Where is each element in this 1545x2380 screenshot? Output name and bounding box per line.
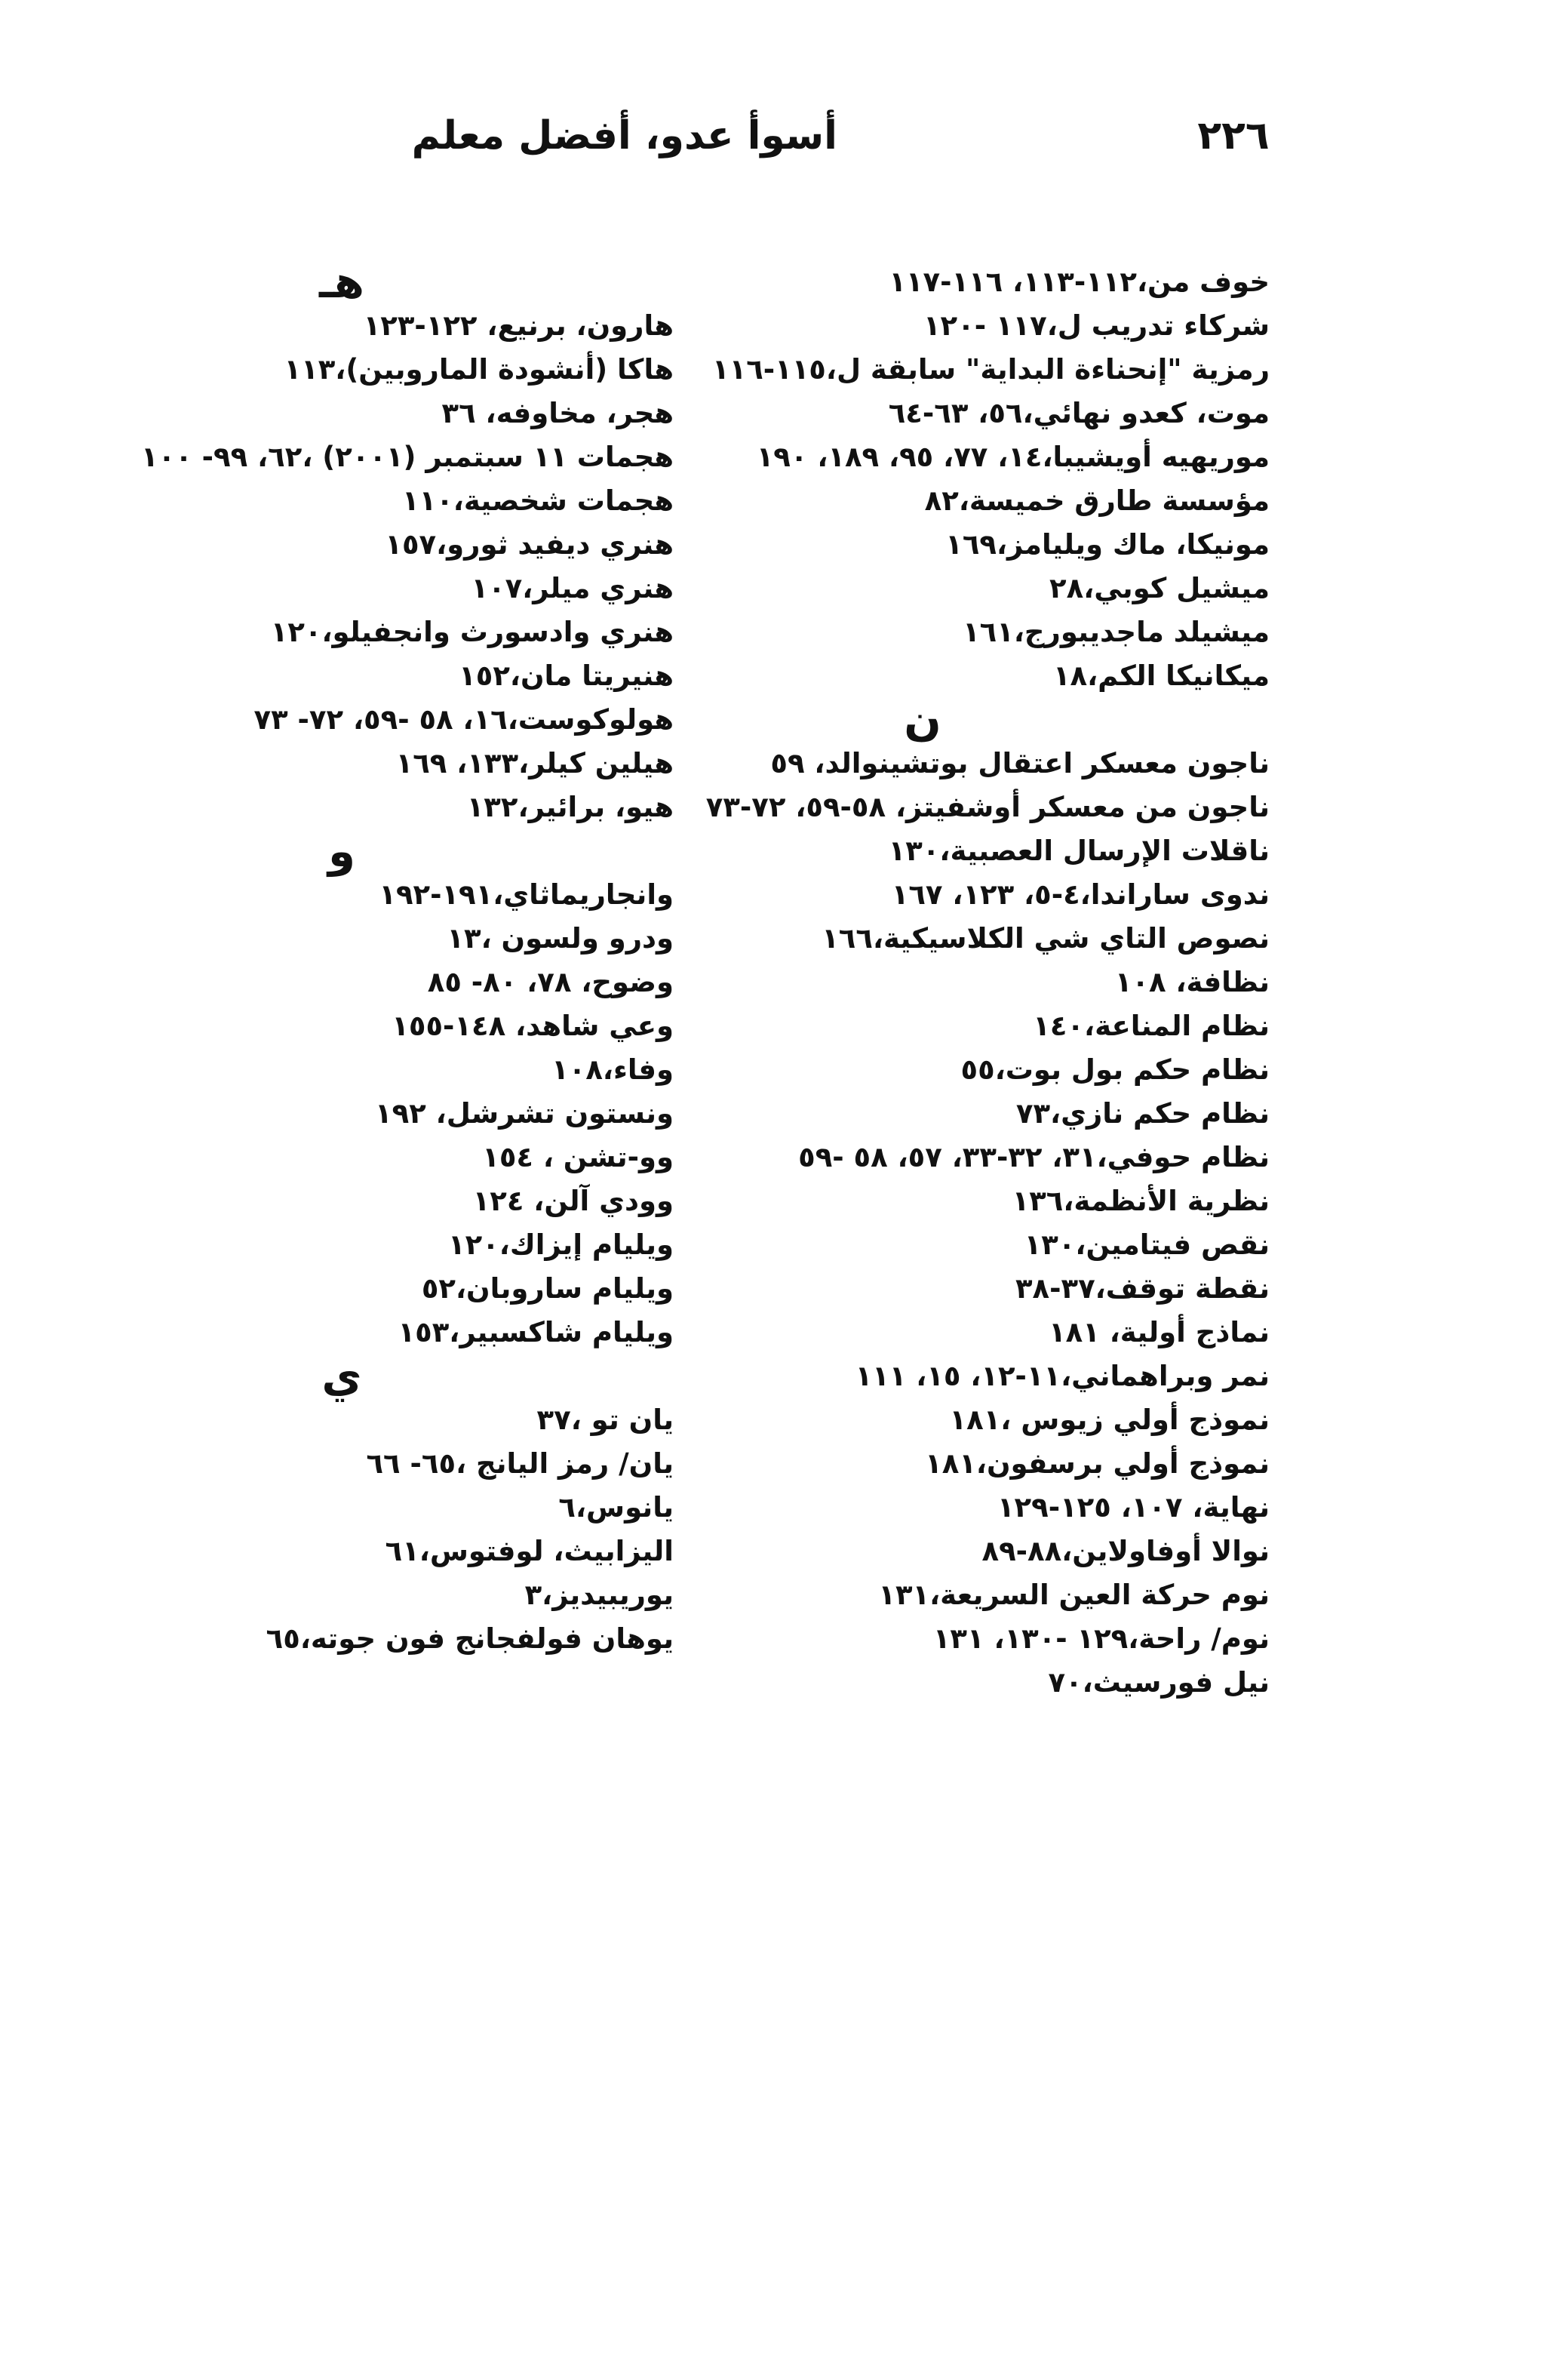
index-entry: نهاية، ١٠٧، ١٢٥-١٢٩ [997,1491,1270,1524]
index-entry: هارون، برنيع، ١٢٢-١٢٣ [363,309,674,342]
index-entry: يان تو ،٣٧ [536,1404,674,1436]
index-entry: يانوس،٦ [558,1491,674,1524]
index-entry: ونستون تشرشل، ١٩٢ [375,1097,674,1130]
index-entry: ميشيلد ماجديبورج،١٦١ [963,616,1270,648]
page-number: ٢٢٦ [1197,113,1270,158]
index-entry: خوف من،١١٢-١١٣، ١١٦-١١٧ [889,266,1270,298]
index-entry: نمر وبراهماني،١١-١٢، ١٥، ١١١ [855,1360,1270,1392]
index-entry: ويليام ساروبان،٥٢ [421,1272,674,1305]
index-entry: مونيكا، ماك ويليامز،١٦٩ [945,528,1270,561]
index-entry: ويليام شاكسبير،١٥٣ [398,1316,674,1348]
index-entry: ودرو ولسون ،١٣ [447,922,674,955]
index-entry: يوريبيديز،٣ [524,1579,674,1611]
index-entry: يوهان فولفجانج فون جوته،٦٥ [266,1622,674,1655]
index-entry: وودي آلن، ١٢٤ [472,1185,674,1217]
index-entry: هولوكوست،١٦، ٥٨ -٥٩، ٧٢- ٧٣ [253,703,674,736]
section-letter-heading: و [327,826,356,877]
index-entry: نموذج أولي زيوس ،١٨١ [949,1404,1270,1436]
index-entry: نظام حكم نازي،٧٣ [1015,1097,1270,1130]
index-entry: نظام المناعة،١٤٠ [1033,1010,1270,1042]
index-entry: موريهيه أويشيبا،١٤، ٧٧، ٩٥، ١٨٩، ١٩٠ [756,441,1270,473]
index-entry: نقص فيتامين،١٣٠ [1024,1228,1270,1261]
index-entry: ويليام إيزاك،١٢٠ [448,1228,674,1261]
index-entry: نماذج أولية، ١٨١ [1049,1316,1270,1348]
section-letter-heading: ن [904,694,941,746]
index-entry: نوم/ راحة،١٢٩ -١٣٠، ١٣١ [932,1622,1270,1655]
index-entry: هجر، مخاوفه، ٣٦ [441,397,674,429]
index-entry: هنري وادسورث وانجفيلو،١٢٠ [270,616,674,648]
index-entry: نوالا أوفاولاين،٨٨-٨٩ [981,1535,1270,1567]
index-entry: ناجون معسكر اعتقال بوتشينوالد، ٥٩ [770,747,1270,779]
index-entry: نموذج أولي برسفون،١٨١ [925,1447,1270,1480]
index-entry: يان/ رمز اليانج ،٦٥- ٦٦ [366,1447,674,1480]
index-entry: نظام حكم بول بوت،٥٥ [960,1053,1270,1086]
index-entry: هنري ميلر،١٠٧ [471,572,674,604]
index-entry: هجمات ١١ سبتمبر (٢٠٠١) ،٦٢، ٩٩- ١٠٠ [141,441,674,473]
index-column-right [705,260,1270,1705]
index-entry: ناجون من معسكر أوشفيتز، ٥٨-٥٩، ٧٢-٧٣ [705,791,1270,823]
index-entry: اليزابيث، لوفتوس،٦١ [385,1535,674,1567]
index-entry: وانجاريماثاي،١٩١-١٩٢ [379,878,674,911]
index-entry: ميكانيكا الكم،١٨ [1052,660,1270,692]
index-entry: نصوص التاي شي الكلاسيكية،١٦٦ [822,922,1270,955]
index-entry: نقطة توقف،٣٧-٣٨ [1015,1272,1270,1305]
index-entry: ندوى ساراندا،٤-٥، ١٢٣، ١٦٧ [891,878,1270,911]
section-letter-heading: ي [321,1351,362,1402]
index-entry: نظافة، ١٠٨ [1114,966,1270,998]
index-entry: هيلين كيلر،١٣٣، ١٦٩ [395,747,674,779]
index-entry: هنيريتا مان،١٥٢ [459,660,674,692]
index-entry: نظام حوفي،٣١، ٣٢-٣٣، ٥٧، ٥٨ -٥٩ [798,1141,1270,1173]
running-title: أسوأ عدو، أفضل معلم [411,113,837,158]
index-entry: وفاء،١٠٨ [551,1053,674,1086]
index-entry: موت، كعدو نهائي،٥٦، ٦٣-٦٤ [888,397,1270,429]
index-entry: هنري ديفيد ثورو،١٥٧ [385,528,674,561]
page-header [0,113,1545,174]
index-entry: ميشيل كوبي،٢٨ [1049,572,1270,604]
index-entry: وعي شاهد، ١٤٨-١٥٥ [392,1010,674,1042]
index-entry: نظرية الأنظمة،١٣٦ [1012,1185,1270,1217]
index-entry: هجمات شخصية،١١٠ [402,484,674,517]
index-column-left [141,257,674,1661]
index-entry: نوم حركة العين السريعة،١٣١ [878,1579,1270,1611]
index-entry: وضوح، ٧٨، ٨٠- ٨٥ [427,966,674,998]
index-entry: وو-تشن ، ١٥٤ [482,1141,674,1173]
index-entry: هيو، برائير،١٣٢ [466,791,674,823]
index-entry: نيل فورسيث،٧٠ [1048,1666,1270,1699]
index-entry: رمزية "إنحناءة البداية" سابقة ل،١١٥-١١٦ [712,353,1270,386]
index-entry: مؤسسة طارق خميسة،٨٢ [924,484,1270,517]
index-entry: هاكا (أنشودة الماروبين)،١١٣ [284,353,674,386]
index-entry: شركاء تدريب ل،١١٧ -١٢٠ [923,309,1270,342]
index-entry: ناقلات الإرسال العصبية،١٣٠ [888,835,1270,867]
section-letter-heading: هـ [318,257,365,308]
